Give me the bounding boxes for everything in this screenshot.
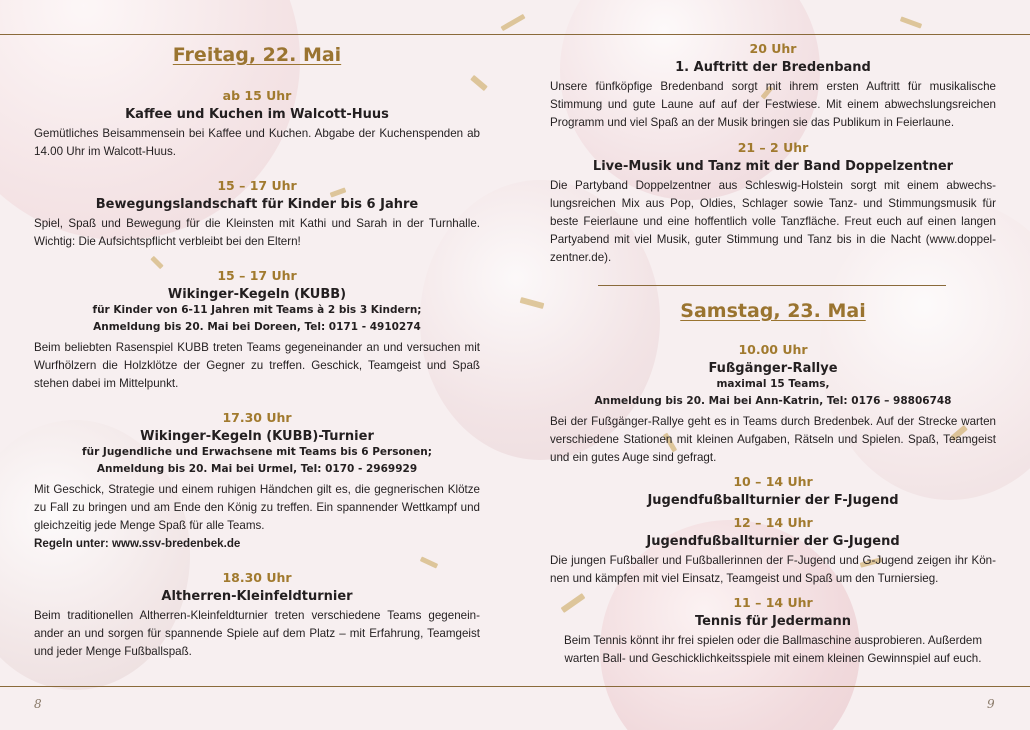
event-time: 15 – 17 Uhr (217, 268, 297, 283)
day-heading-friday: Freitag, 22. Mai (172, 44, 342, 66)
event-time: 15 – 17 Uhr (217, 178, 297, 193)
event-description: Mit Geschick, Strategie und einem ruhigen Händchen gilt es, die gegnerischen Klötze zu Fall zu bringen und am Ende den König zu treffen. Ein spannender Wettkampf und gleichzeitig jede Menge Spaß für alle Teams. (34, 483, 480, 532)
event-block (34, 410, 480, 553)
day-heading-saturday: Samstag, 23. Mai (680, 300, 866, 322)
event-block (550, 474, 996, 508)
event-description: Beim traditionellen Altherren-Kleinfeldturnier treten verschiedene Teams gegeneinander an und sorgen für spannende Spiele auf dem Platz – mit Erfahrung, Teamgeist und jeder Menge Fußballspaß. (34, 609, 480, 658)
event-block (550, 515, 996, 588)
event-title: Altherren-Kleinfeldturnier (161, 589, 353, 604)
event-subtitle: für Kinder von 6-11 Jahren mit Teams à 2 bis 3 Kindern; (92, 304, 422, 316)
event-subtitle: Anmeldung bis 20. Mai bei Ann-Katrin, Tel: 0176 – 98806748 (594, 395, 952, 407)
bottom-rule (0, 686, 1030, 687)
event-title: Wikinger-Kegeln (KUBB)-Turnier (140, 429, 374, 444)
confetti (500, 14, 525, 31)
event-title: Fußgänger-Rallye (708, 361, 838, 376)
page-number-right: 9 (987, 697, 995, 711)
event-subtitle: für Jugendliche und Erwachsene mit Teams bis 6 Personen; (82, 446, 432, 458)
event-time: 21 – 2 Uhr (737, 140, 809, 155)
event-description: Beim beliebten Rasenspiel KUBB treten Teams gegeneinander an und versuchen mit Wurfhölzern die Holzklötze der Gegner zu treffen. Geschick, Teamgeist und Spaß stehen dabei im Mittelpunkt. (34, 341, 480, 390)
event-block (550, 595, 996, 668)
event-block (550, 342, 996, 467)
event-title: Wikinger-Kegeln (KUBB) (167, 287, 347, 302)
event-block (550, 41, 996, 132)
event-title: Tennis für Jedermann (694, 614, 852, 629)
event-link: Regeln unter: www.ssv-bredenbek.de (34, 537, 241, 550)
event-description: Bei der Fußgänger-Rallye geht es in Teams durch Bredenbek. Auf der Strecke warten verschiedene Stationen mit kleinen Aufgaben, Rätseln und Spielen. Spaß, Teamgeist und ein gutes Auge sind gefragt. (550, 415, 996, 464)
left-column (34, 38, 480, 678)
event-title: Kaffee und Kuchen im Walcott-Huus (125, 107, 389, 122)
event-time: 20 Uhr (749, 41, 797, 56)
right-column-bottom (550, 300, 996, 675)
event-description: Spiel, Spaß und Bewegung für die Kleinsten mit Kathi und Sarah in der Turnhalle. Wichtig: Die Aufsichtspflicht verbleibt bei den Eltern! (34, 217, 480, 248)
right-column-top (550, 41, 996, 275)
event-description: Gemütliches Beisammensein bei Kaffee und Kuchen. Abgabe der Kuchenspenden ab 14.00 Uhr im Walcott-Huus. (34, 127, 480, 158)
event-time: 10 – 14 Uhr (733, 474, 813, 489)
top-rule (0, 34, 1030, 35)
event-subtitle: maximal 15 Teams, (716, 378, 830, 390)
event-description: Die jungen Fußballer und Fußballerinnen der F-Jugend und G-Jugend zeigen ihr Können und kämpfen mit viel Einsatz, Teamgeist und Spaß um den Turniersieg. (550, 554, 996, 585)
page-number-left: 8 (34, 697, 42, 711)
event-description: Beim Tennis könnt ihr frei spielen oder die Ballmaschine ausprobieren. Außerdem warten Ball- und Geschicklichkeitsspiele mit einem kleinen Gewinnspiel auf euch. (563, 634, 983, 665)
event-block (34, 88, 480, 161)
event-block (34, 570, 480, 661)
event-title: Bewegungslandschaft für Kinder bis 6 Jahre (95, 197, 419, 212)
confetti (900, 16, 922, 28)
event-time: 18.30 Uhr (222, 570, 292, 585)
event-block (34, 178, 480, 251)
event-time: 11 – 14 Uhr (733, 595, 813, 610)
event-block (34, 268, 480, 393)
event-description: Unsere fünfköpfige Bredenband sorgt mit ihrem ersten Auftritt für musikalische Stimmung und gute Laune auf auf der Festwiese. Mit einem abwechslungsreichen Programm und viel Spaß an der Musik bringen sie das Publikum in Feierlaune. (550, 80, 996, 129)
event-title: 1. Auftritt der Bredenband (675, 60, 871, 75)
event-time: 17.30 Uhr (222, 410, 292, 425)
event-description: Die Partyband Doppelzentner aus Schleswig-Holstein sorgt mit einem abwechslungsreichen Mix aus Pop, Oldies, Schlager sowie Tanz- und Stimmungsmusik für beste Feierlaune und eine hoffentlich volle Tanzfläche. Freut euch auf einen langen Partyabend mit viel Musik, guter Stimmung und Tanz bis in die Nacht (www.doppelzentner.de). (550, 179, 996, 264)
event-time: 10.00 Uhr (738, 342, 808, 357)
event-subtitle: Anmeldung bis 20. Mai bei Doreen, Tel: 0171 - 4910274 (93, 321, 421, 333)
event-title: Live-Musik und Tanz mit der Band Doppelzentner (592, 159, 954, 174)
event-subtitle: Anmeldung bis 20. Mai bei Urmel, Tel: 0170 - 2969929 (96, 463, 418, 475)
event-title: Jugendfußballturnier der G-Jugend (646, 534, 900, 549)
event-time: 12 – 14 Uhr (733, 515, 813, 530)
event-time: ab 15 Uhr (222, 88, 292, 103)
event-block (550, 140, 996, 267)
event-title: Jugendfußballturnier der F-Jugend (647, 493, 899, 508)
section-divider (598, 285, 946, 286)
